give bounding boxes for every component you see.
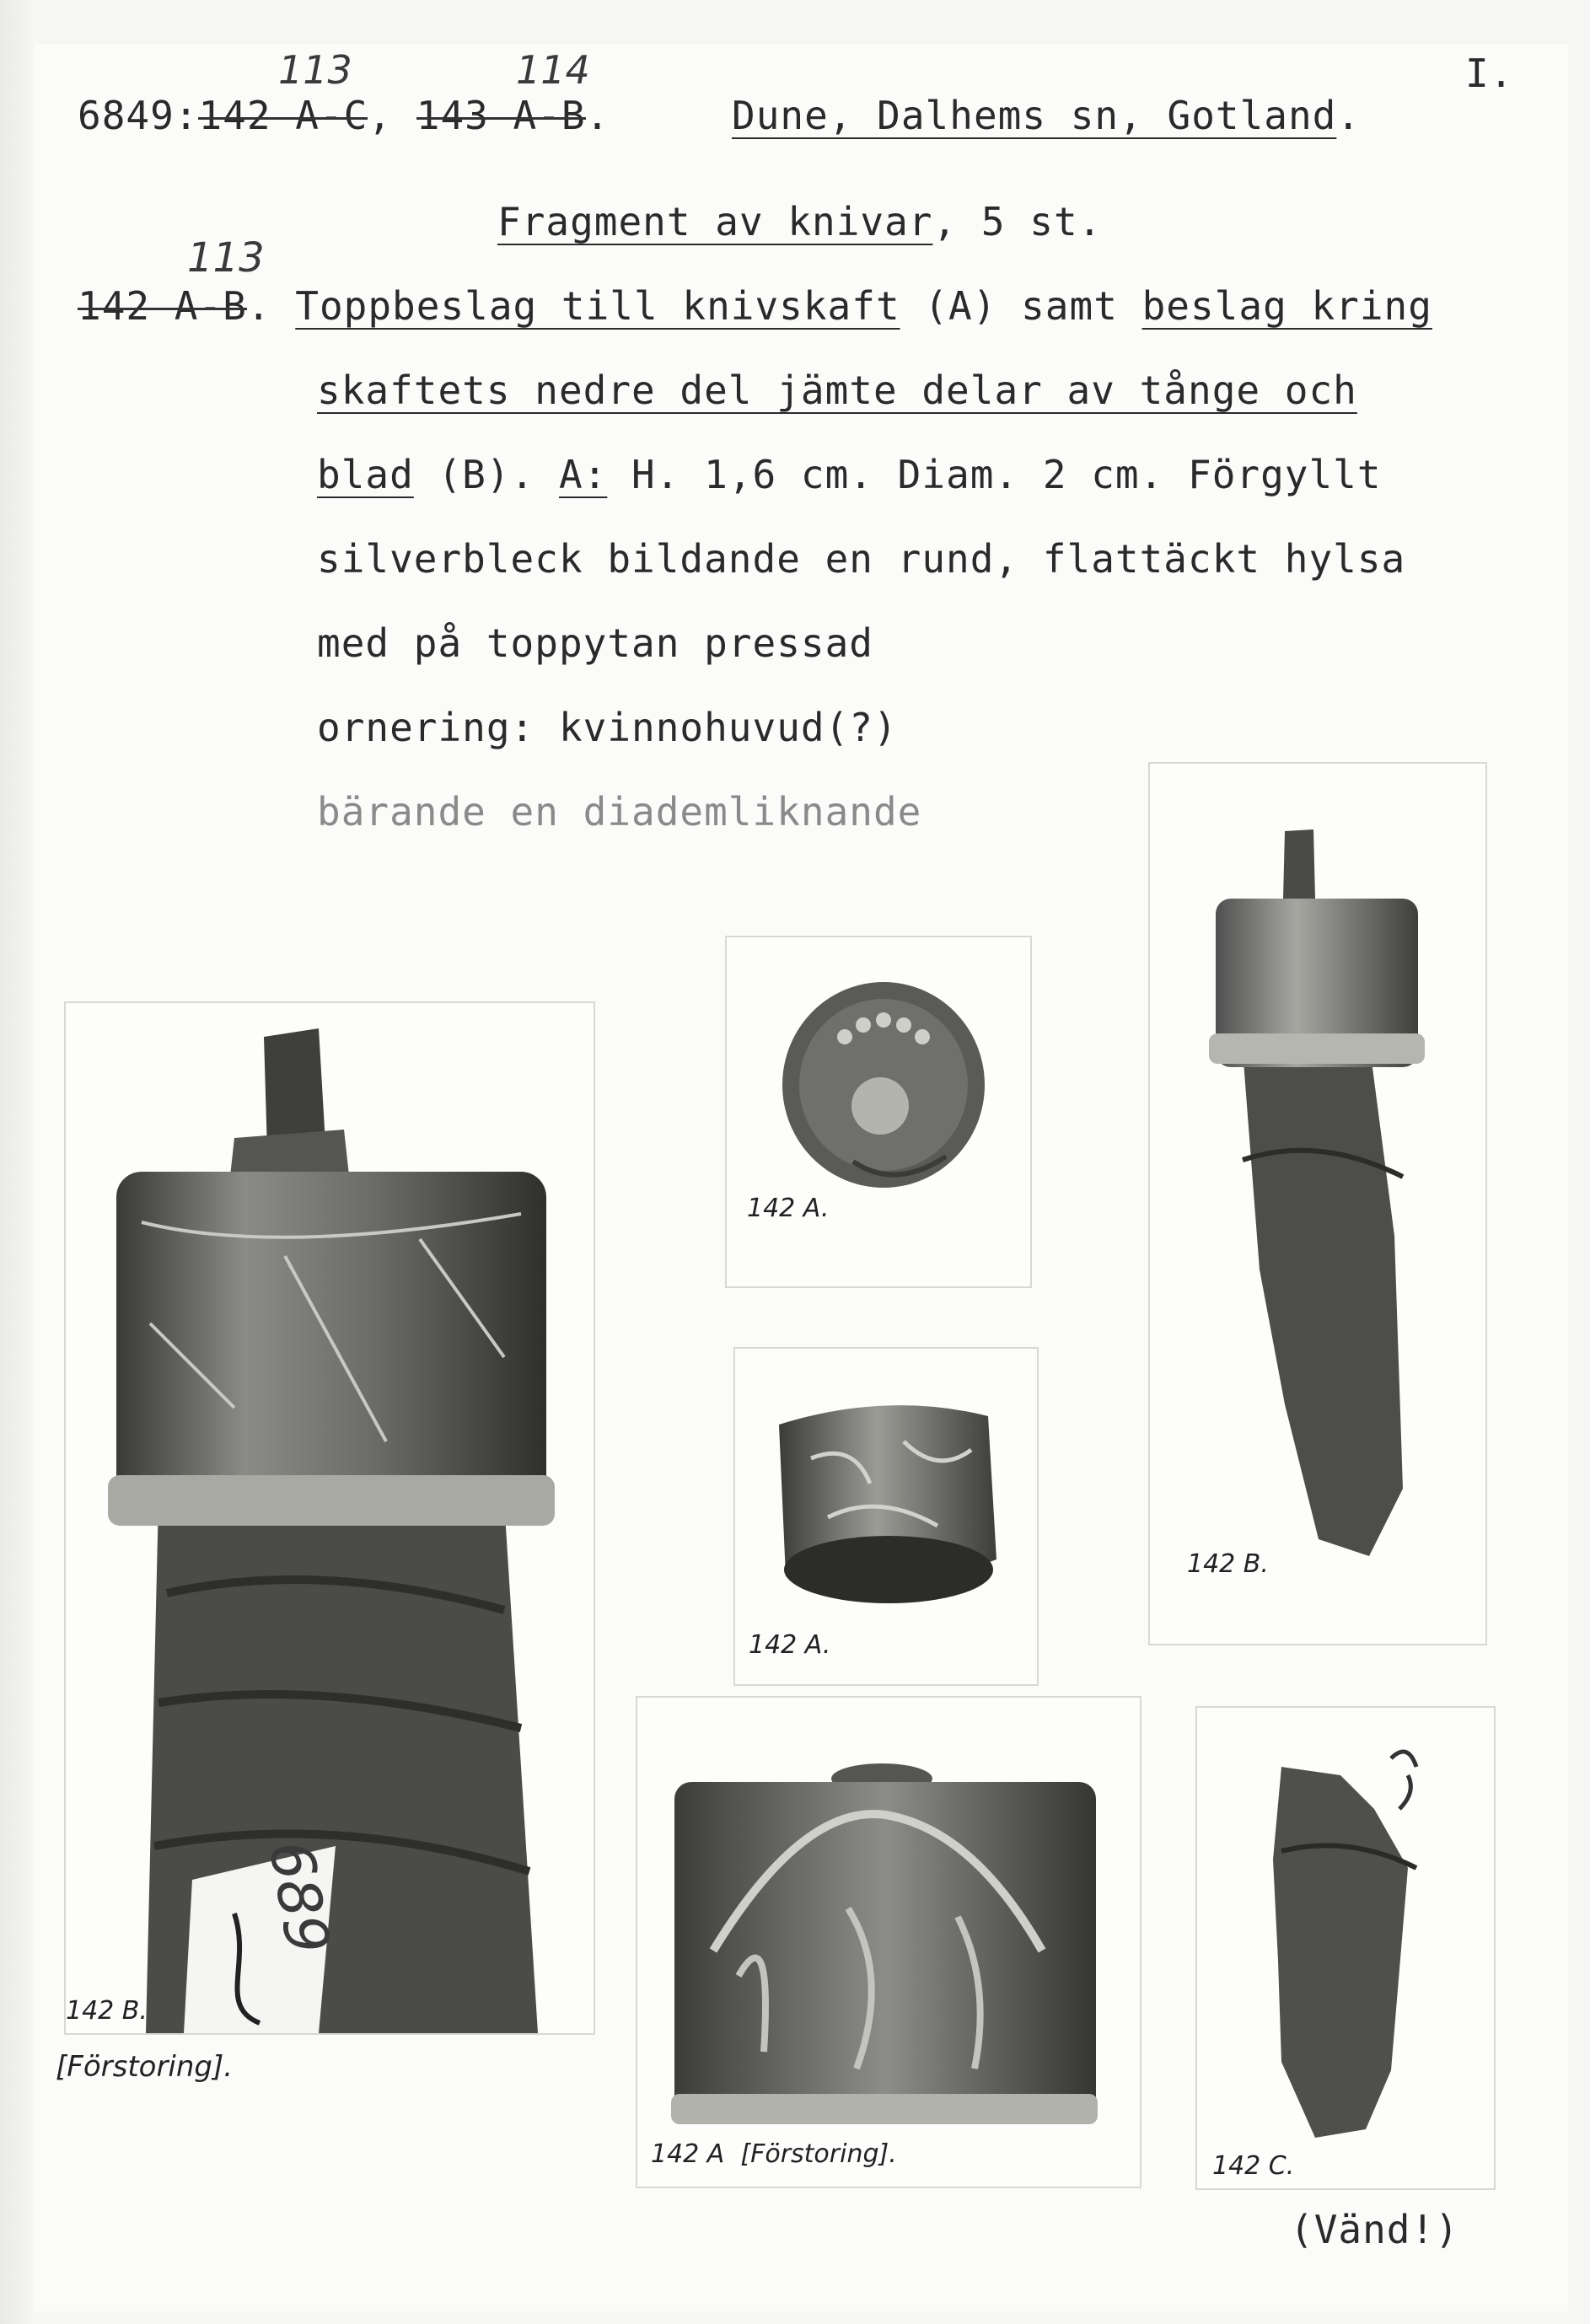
- turn-note: (Vänd!): [1290, 2207, 1459, 2252]
- entry-line-1: [78, 283, 1432, 329]
- caption-142a-ring-enlarged: 142 A [Förstoring].: [651, 2139, 897, 2169]
- photo-142c-fragment-image: [1197, 1708, 1494, 2188]
- entry-text-a-samt: (A) samt: [900, 283, 1142, 329]
- catalog-number-struck-1: 142 A-C: [198, 93, 368, 138]
- card-edge-shadow: [0, 0, 34, 2324]
- entry-term-toppbeslag: Toppbeslag till knivskaft: [295, 283, 900, 329]
- catalog-end: .: [585, 93, 610, 138]
- photo-142a-disc-image: [727, 937, 1030, 1286]
- site-name: Dune, Dalhems sn, Gotland: [732, 93, 1337, 138]
- entry-term-blad: blad: [317, 452, 414, 497]
- entry-number-struck: 142 A-B: [78, 283, 247, 329]
- photo-142c-fragment: [1197, 1708, 1494, 2188]
- card-title-main: Fragment av knivar: [497, 199, 933, 244]
- photo-142a-ring-enlarged: [637, 1698, 1140, 2187]
- catalog-number-line: [78, 93, 610, 138]
- photo-142b-knife-image: [1150, 764, 1485, 1644]
- caption-142a-disc: 142 A.: [747, 1194, 830, 1223]
- page-numeral: I.: [1465, 51, 1514, 96]
- photo-142b-enlarged: [66, 1003, 594, 2033]
- entry-label-a: A:: [558, 452, 608, 497]
- note-forstoring-left: [Förstoring].: [56, 2050, 234, 2084]
- entry-line-2: skaftets nedre del jämte delar av tånge och: [317, 368, 1357, 413]
- handwritten-number-113: 113: [278, 47, 352, 93]
- catalog-separator: ,: [368, 93, 416, 138]
- handwritten-number-114: 114: [516, 47, 590, 93]
- card-title: [497, 199, 1102, 244]
- caption-142b-knife: 142 B.: [1187, 1549, 1269, 1579]
- entry-line-4: silverbleck bildande en rund, flattäckt hylsa: [317, 536, 1406, 582]
- photo-142a-ring: [735, 1349, 1037, 1684]
- photo-142b-knife: [1150, 764, 1485, 1644]
- entry-line-3: [317, 452, 1382, 497]
- photo-142a-disc: [727, 937, 1030, 1286]
- handwritten-number-113-entry: 113: [187, 234, 265, 282]
- handwritten-tag-689: 689: [255, 1836, 343, 1959]
- card-title-rest: , 5 st.: [932, 199, 1103, 244]
- site-end: .: [1336, 93, 1362, 138]
- caption-142a-ring: 142 A.: [749, 1630, 831, 1660]
- catalog-number-struck-2: 143 A-B: [416, 93, 586, 138]
- entry-measurements: H. 1,6 cm. Diam. 2 cm. Förgyllt: [607, 452, 1382, 497]
- entry-text-b: (B).: [413, 452, 559, 497]
- photo-142a-ring-enlarged-image: [637, 1698, 1140, 2187]
- entry-term-beslag-kring: beslag kring: [1141, 283, 1432, 329]
- catalog-prefix: 6849:: [78, 93, 199, 138]
- caption-142c-fragment: 142 C.: [1212, 2151, 1295, 2181]
- entry-line-7: bärande en diademliknande: [317, 789, 922, 835]
- caption-142b-large: 142 B.: [66, 1996, 148, 2026]
- entry-line-5: med på toppytan pressad: [317, 620, 873, 666]
- entry-number-end: .: [246, 283, 271, 329]
- entry-line-6: ornering: kvinnohuvud(?): [317, 705, 898, 750]
- site-line: [732, 93, 1361, 138]
